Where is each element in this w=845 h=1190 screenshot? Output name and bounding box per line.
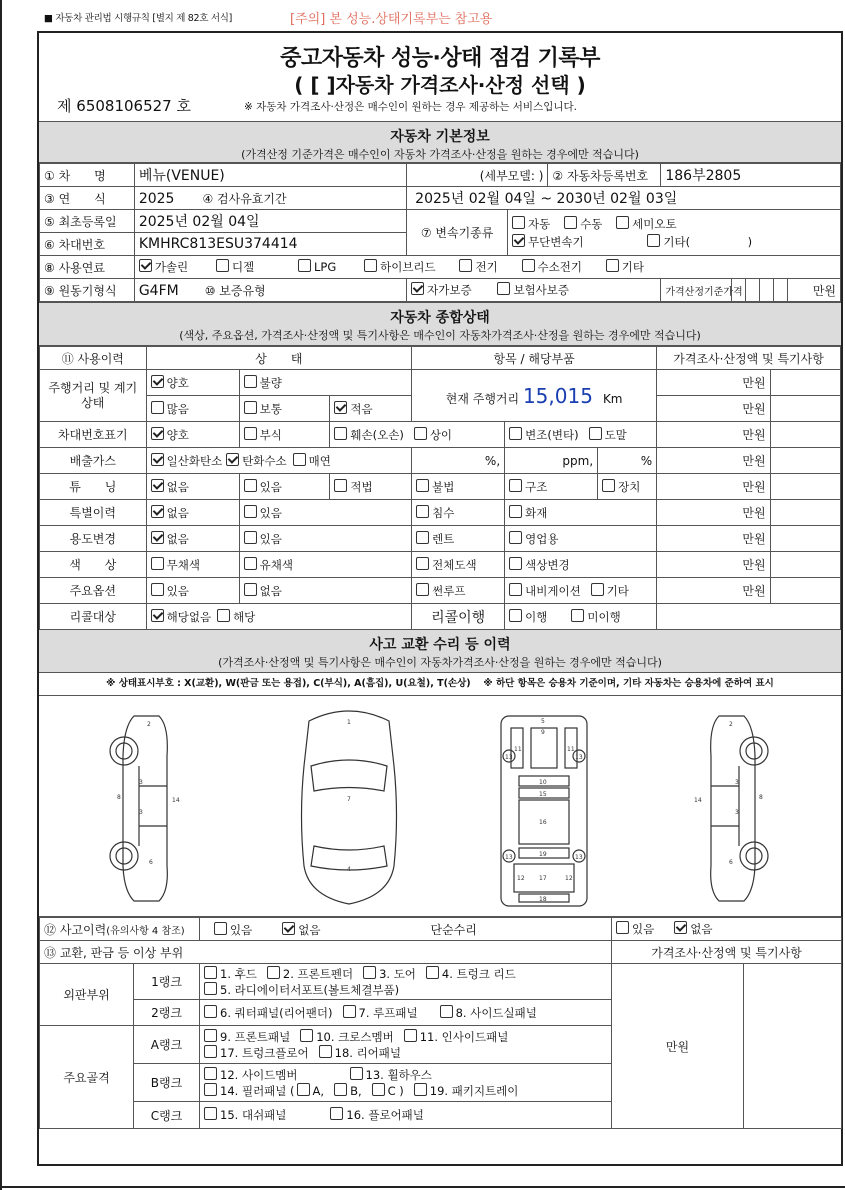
svg-text:13: 13 (505, 754, 513, 761)
svg-text:6: 6 (729, 859, 733, 866)
overall-state-table: ⑪ 사용이력 상 태 항목 / 해당부품 가격조사·산정액 및 특기사항 주행거리 및 계기상태 양호 불량 현재 주행거리 15,015 Km 만원 많음 보통 적음 만원 차대번호표기 양호 부식 훼손(오손) 상이 변조(변타) 도말 만원 배출가스 일산화탄소 탄화수소 매연 %, ppm, % 만원 튜 닝 없음 있음 적법 불법 구조 장치 만원 특별이력 없음 있음 침수 화재 만원 용도변경 없음 있음 렌트 영업용 만원 색 상 무채색 유채색 전체도색 색상변경 만원 주요옵션 있음 없음 썬루프 내비게이션 기타 만원 리콜대상 해당없음 해당 리콜이행 이행 미이행 (39, 346, 841, 630)
warranty-self-checkbox[interactable] (411, 282, 424, 295)
svg-text:7: 7 (347, 796, 351, 803)
options-sunroof-checkbox[interactable] (416, 583, 429, 596)
svg-text:3: 3 (735, 809, 739, 816)
part-radiator-checkbox[interactable] (204, 982, 217, 995)
car-outline-diagram (39, 696, 841, 916)
usage-rent-checkbox[interactable] (416, 531, 429, 544)
car-reg-no: 186부2805 (661, 164, 841, 187)
usage-yes-checkbox[interactable] (244, 531, 257, 544)
repair-no-checkbox[interactable] (674, 921, 687, 934)
options-no-checkbox[interactable] (244, 583, 257, 596)
exhaust-co-checkbox[interactable] (151, 453, 164, 466)
special-fire-checkbox[interactable] (509, 505, 522, 518)
usage-none-checkbox[interactable] (151, 531, 164, 544)
color-change-checkbox[interactable] (509, 557, 522, 570)
accident-no-checkbox[interactable] (282, 922, 295, 935)
trans-other-checkbox[interactable] (647, 234, 660, 247)
section-accident-header: 사고 교환 수리 등 이력 (가격조사·산정액 및 특기사항은 매수인이 자동차가격조사·산정을 원하는 경우에만 적습니다) (39, 630, 841, 673)
tuning-legal-checkbox[interactable] (334, 479, 347, 492)
vin-value: KMHRC813ESU374414 (134, 233, 406, 256)
form-title: 중고자동차 성능·상태 점검 기록부 (280, 46, 600, 71)
tuning-device-checkbox[interactable] (602, 479, 615, 492)
mileage-good-checkbox[interactable] (151, 375, 164, 388)
tuning-yes-checkbox[interactable] (244, 479, 257, 492)
trans-auto-checkbox[interactable] (512, 216, 525, 229)
part-insidepanel-checkbox[interactable] (404, 1029, 417, 1042)
svg-text:14: 14 (172, 797, 180, 804)
fuel-lpg-checkbox[interactable] (298, 259, 311, 272)
accident-yes-checkbox[interactable] (214, 922, 227, 935)
svg-text:13: 13 (575, 754, 583, 761)
recall-yes-checkbox[interactable] (217, 609, 230, 622)
svg-text:13: 13 (505, 854, 513, 861)
repair-yes-checkbox[interactable] (616, 921, 629, 934)
tuning-illegal-checkbox[interactable] (416, 479, 429, 492)
right-rear-wheel (740, 842, 768, 870)
part-hood-checkbox[interactable] (204, 966, 217, 979)
svg-text:11: 11 (514, 746, 522, 753)
pillar-c-checkbox[interactable] (372, 1083, 385, 1096)
special-flood-checkbox[interactable] (416, 505, 429, 518)
part-roof-checkbox[interactable] (343, 1005, 356, 1018)
warranty-insurer-checkbox[interactable] (497, 282, 510, 295)
trans-manual-checkbox[interactable] (564, 216, 577, 229)
vinmark-good-checkbox[interactable] (151, 427, 164, 440)
transmission-options: 자동 수동 세미오토 무단변속기 기타( ) (508, 210, 841, 256)
svg-text:13: 13 (575, 854, 583, 861)
svg-text:3: 3 (139, 809, 143, 816)
section-overall-header: 자동차 종합상태 (색상, 주요옵션, 가격조사·산정액 및 특기사항은 매수인이 자동차가격조사·산정을 원하는 경우에만 적습니다) (39, 302, 841, 346)
fuel-hydrogen-checkbox[interactable] (522, 259, 535, 272)
vinmark-corrosion-checkbox[interactable] (244, 427, 257, 440)
tuning-structure-checkbox[interactable] (509, 479, 522, 492)
part-wheelhouse-checkbox[interactable] (350, 1067, 363, 1080)
svg-text:11: 11 (567, 746, 575, 753)
fuel-options: 가솔린 디젤 LPG 하이브리드 전기 수소전기 기타 (134, 256, 840, 279)
outer-bottom-rule (0, 1186, 845, 1188)
part-quarter-checkbox[interactable] (204, 1005, 217, 1018)
pillar-b-checkbox[interactable] (334, 1083, 347, 1096)
part-floorpanel-checkbox[interactable] (330, 1107, 343, 1120)
mileage-normal-checkbox[interactable] (244, 401, 257, 414)
color-achromatic-checkbox[interactable] (151, 557, 164, 570)
special-yes-checkbox[interactable] (244, 505, 257, 518)
mileage-reading: 현재 주행거리 15,015 Km (412, 370, 657, 422)
trans-cvt-checkbox[interactable] (512, 234, 525, 247)
part-trunkfloor-checkbox[interactable] (204, 1045, 217, 1058)
mileage-high-checkbox[interactable] (151, 401, 164, 414)
outer-left-rule (0, 0, 2, 1190)
svg-text:9: 9 (541, 729, 545, 736)
exhaust-smoke-checkbox[interactable] (293, 453, 306, 466)
part-dashpanel-checkbox[interactable] (204, 1107, 217, 1120)
fuel-hybrid-checkbox[interactable] (364, 259, 377, 272)
form-reference: ■ 자동차 관리법 시행규칙 [별지 제 82호 서식] (44, 13, 233, 24)
options-navi-checkbox[interactable] (509, 583, 522, 596)
part-door-checkbox[interactable] (363, 966, 376, 979)
right-side-body (711, 716, 755, 901)
svg-text:15: 15 (539, 791, 547, 798)
svg-text:5: 5 (541, 718, 545, 725)
svg-text:12: 12 (565, 875, 573, 882)
inspection-form (37, 31, 843, 1166)
part-rearpanel-checkbox[interactable] (319, 1045, 332, 1058)
svg-text:16: 16 (539, 819, 547, 826)
vinmark-smeared-checkbox[interactable] (589, 427, 602, 440)
color-fullpaint-checkbox[interactable] (416, 557, 429, 570)
status-legend: ※ 상태표시부호 : X(교환), W(판금 또는 용접), C(부식), A(흠집), U(요철), T(손상) ※ 하단 항목은 승용차 기준이며, 기타 자동차는 승용차에 준하여 표시 (39, 673, 841, 696)
car-name: 베뉴(VENUE) (134, 164, 406, 187)
mileage-bad-checkbox[interactable] (244, 375, 257, 388)
mileage-low-checkbox[interactable] (334, 401, 347, 414)
svg-text:2: 2 (147, 721, 151, 728)
usage-business-checkbox[interactable] (509, 531, 522, 544)
svg-text:3: 3 (139, 779, 143, 786)
top-view-body (302, 711, 397, 904)
part-frontpanel-checkbox[interactable] (204, 1029, 217, 1042)
recall-notdone-checkbox[interactable] (571, 609, 584, 622)
pillar-a-checkbox[interactable] (297, 1083, 310, 1096)
left-side-body (123, 716, 167, 901)
tuning-none-checkbox[interactable] (151, 479, 164, 492)
svg-text:12: 12 (517, 875, 525, 882)
fuel-gasoline-checkbox[interactable] (139, 259, 152, 272)
special-none-checkbox[interactable] (151, 505, 164, 518)
part-packagetray-checkbox[interactable] (414, 1083, 427, 1096)
part-crossmember-checkbox[interactable] (300, 1029, 313, 1042)
svg-text:19: 19 (539, 851, 547, 858)
inspection-period: 2025년 02월 04일 ~ 2030년 02월 03일 (407, 187, 841, 210)
vinmark-altered-checkbox[interactable] (509, 427, 522, 440)
recall-done-checkbox[interactable] (509, 609, 522, 622)
svg-text:2: 2 (729, 721, 733, 728)
svg-text:17: 17 (539, 875, 547, 882)
fuel-diesel-checkbox[interactable] (216, 259, 229, 272)
svg-text:8: 8 (117, 794, 121, 801)
color-chromatic-checkbox[interactable] (244, 557, 257, 570)
svg-text:14: 14 (694, 797, 702, 804)
svg-text:10: 10 (539, 779, 547, 786)
part-sidesill-checkbox[interactable] (440, 1005, 453, 1018)
svg-text:4: 4 (347, 866, 351, 873)
svg-text:8: 8 (759, 794, 763, 801)
notice-text: [주의] 본 성능.상태기록부는 참고용 (290, 12, 493, 27)
trans-semi-checkbox[interactable] (616, 216, 629, 229)
part-trunklid-checkbox[interactable] (426, 966, 439, 979)
part-pillar-checkbox[interactable] (204, 1083, 217, 1096)
registration-number: 제 6508106527 호 (57, 97, 191, 115)
options-yes-checkbox[interactable] (151, 583, 164, 596)
options-other-checkbox[interactable] (591, 583, 604, 596)
fuel-other-checkbox[interactable] (606, 259, 619, 272)
svg-text:1: 1 (347, 719, 351, 726)
registration-note: ※ 자동차 가격조사·산정은 매수인이 원하는 경우 제공하는 서비스입니다. (244, 101, 577, 113)
part-fender-checkbox[interactable] (267, 966, 280, 979)
svg-text:18: 18 (539, 896, 547, 903)
accident-table: ⑫ 사고이력(유의사항 4 참조) 있음 없음 단순수리 있음 없음 ⑬ 교환, 판금 등 이상 부위 가격조사·산정액 및 특기사항 외판부위 1랭크 1. 후드 2. 프론트펜더 3. 도어 4. 트렁크 리드 5. 라디에이터서포트(볼트체결부품) 만원 2랭크 6. 쿼터패널(리어팬더) 7. 루프패널 8. 사이드실패널 주요골격 A랭크 9. 프론트패널 10. 크로스멤버 11. 인사이드패널 17. 트렁크플로어 18. 리어패널 B랭크 12. 사이드멤버 13. 휠하우스 14. 필러패널 ( A, B, C ) 19. 패키지트레이 C랭크 15. 대쉬패널 16. 플로어패널 (39, 917, 842, 1129)
basic-info-table: ① 차 명 베뉴(VENUE) (세부모델: ) ② 자동차등록번호 186부2805 ③ 연 식 2025 ④ 검사유효기간 2025년 02월 04일 ~ 2030년 02월 03일 ⑤ 최초등록일 2025년 02월 04일 ⑦ 변속기종류 자동 수동 세미오토 무단변속기 기타( ) ⑥ 차대번호 KMHRC813ESU374414 ⑧ 사용연료 가솔린 디젤 LPG 하이브리드 전기 수소전기 기타 ⑨ 원동기형식 G4FM ⑩ 보증유형 자가보증 보험사보증 가격산정기준가격 만원 (39, 163, 841, 302)
section-basic-header: 자동차 기본정보 (가격산정 기준가격은 매수인이 자동차 가격조사·산정을 원하는 경우에만 적습니다) (39, 122, 841, 163)
fuel-electric-checkbox[interactable] (459, 259, 472, 272)
svg-text:6: 6 (149, 859, 153, 866)
vehicle-damage-diagram (39, 696, 841, 917)
exhaust-hc-checkbox[interactable] (226, 453, 239, 466)
left-rear-wheel (110, 842, 138, 870)
form-title-block (39, 33, 841, 122)
vinmark-damaged-checkbox[interactable] (334, 427, 347, 440)
form-subtitle: ( [ ]자동차 가격조사·산정 선택 ) (294, 73, 586, 97)
vinmark-different-checkbox[interactable] (414, 427, 427, 440)
svg-text:3: 3 (735, 779, 739, 786)
recall-none-checkbox[interactable] (151, 609, 164, 622)
part-sidemember-checkbox[interactable] (204, 1067, 217, 1080)
